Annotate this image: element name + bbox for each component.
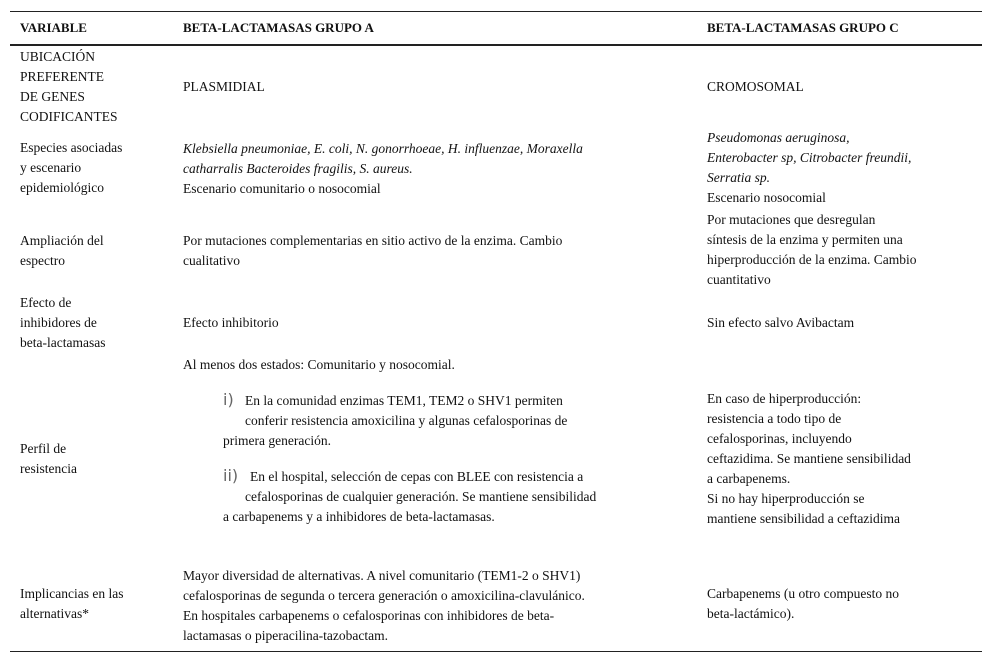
- cell-line: Implicancias en las: [20, 586, 124, 601]
- list-item-line: En la comunidad enzimas TEM1, TEM2 o SHV1 permiten: [245, 393, 563, 408]
- cell-line: hiperproducción de la enzima. Cambio: [707, 252, 917, 267]
- cell-line: beta-lactamasas: [20, 335, 106, 350]
- cell-line: Perfil de: [20, 441, 67, 456]
- cell-line: En hospitales carbapenems o cefalosporinas con inhibidores de beta-: [183, 608, 555, 623]
- list-item-line: a carbapenems y a inhibidores de beta-lactamasas.: [223, 509, 495, 524]
- cell-line: epidemiológico: [20, 180, 104, 195]
- cell-line: y escenario: [20, 160, 82, 175]
- cell-variable: [20, 293, 105, 353]
- cell-line: En caso de hiperproducción:: [707, 391, 862, 406]
- cell-line: ceftazidima. Se mantiene sensibilidad: [707, 451, 911, 466]
- cell-grupo-c: [707, 77, 804, 97]
- cell-line: CODIFICANTES: [20, 109, 118, 124]
- cell-grupo-a: [183, 313, 279, 333]
- resistance-intro: Al menos dos estados: Comunitario y nosocomial.: [183, 357, 455, 372]
- cell-line: cefalosporinas de segunda o tercera generación o amoxicilina-clavulánico.: [183, 588, 585, 603]
- cell-line: espectro: [20, 253, 65, 268]
- header-grupo-a: BETA-LACTAMASAS GRUPO A: [183, 20, 374, 35]
- cell-variable: [20, 231, 104, 271]
- cell-line: cuantitativo: [707, 272, 771, 287]
- cell-grupo-a: [183, 139, 583, 199]
- cell-line: a carbapenems.: [707, 471, 791, 486]
- cell-line: beta-lactámico).: [707, 606, 795, 621]
- cell-line: Sin efecto salvo Avibactam: [707, 315, 855, 330]
- cell-line: Pseudomonas aeruginosa,: [707, 130, 850, 145]
- cell-line: Escenario comunitario o nosocomial: [183, 181, 381, 196]
- cell-variable: [20, 584, 123, 624]
- cell-line: alternativas*: [20, 606, 89, 621]
- cell-line: DE GENES: [20, 89, 85, 104]
- cell-line: síntesis de la enzima y permiten una: [707, 232, 903, 247]
- cell-line: resistencia a todo tipo de: [707, 411, 842, 426]
- header-variable: VARIABLE: [20, 20, 87, 35]
- cell-variable: [20, 439, 77, 479]
- cell-line: Serratia sp.: [707, 170, 771, 185]
- cell-line: Enterobacter sp, Citrobacter freundii,: [707, 150, 912, 165]
- cell-line: Si no hay hiperproducción se: [707, 491, 865, 506]
- cell-line: cualitativo: [183, 253, 240, 268]
- list-item-line: conferir resistencia amoxicilina y algunas cefalosporinas de: [245, 413, 568, 428]
- cell-line: Mayor diversidad de alternativas. A nivel comunitario (TEM1-2 o SHV1): [183, 568, 581, 583]
- cell-grupo-c: [707, 210, 917, 290]
- cell-grupo-c: [707, 313, 854, 333]
- cell-line: Por mutaciones complementarias en sitio activo de la enzima. Cambio: [183, 233, 563, 248]
- cell-line: PLASMIDIAL: [183, 79, 265, 94]
- cell-grupo-a: [183, 566, 585, 646]
- cell-line: UBICACIÓN: [20, 49, 96, 64]
- cell-line: CROMOSOMAL: [707, 79, 804, 94]
- cell-grupo-a: [183, 231, 562, 271]
- cell-line: Carbapenems (u otro compuesto no: [707, 586, 899, 601]
- cell-grupo-c: [707, 584, 899, 624]
- cell-line: Especies asociadas: [20, 140, 123, 155]
- cell-line: Efecto inhibitorio: [183, 315, 279, 330]
- cell-variable: [20, 138, 122, 198]
- list-item-line: primera generación.: [223, 433, 331, 448]
- cell-grupo-a: [183, 77, 265, 97]
- cell-line: inhibidores de: [20, 315, 97, 330]
- cell-variable: [20, 47, 118, 127]
- list-marker: i): [223, 390, 234, 409]
- header-grupo-c: BETA-LACTAMASAS GRUPO C: [707, 20, 899, 35]
- list-item-line: En el hospital, selección de cepas con BLEE con resistencia a: [250, 469, 584, 484]
- table-bottom-border: [10, 651, 982, 652]
- cell-line: Klebsiella pneumoniae, E. coli, N. gonorrhoeae, H. influenzae, Moraxella: [183, 141, 583, 156]
- cell-line: PREFERENTE: [20, 69, 105, 84]
- cell-line: lactamasas o piperacilina-tazobactam.: [183, 628, 389, 643]
- cell-line: Por mutaciones que desregulan: [707, 212, 876, 227]
- list-item-line: cefalosporinas de cualquier generación. Se mantiene sensibilidad: [245, 489, 597, 504]
- cell-grupo-c: [707, 128, 911, 208]
- cell-grupo-c: [707, 389, 911, 529]
- cell-line: Escenario nosocomial: [707, 190, 826, 205]
- header-divider: [10, 44, 982, 46]
- cell-line: mantiene sensibilidad a ceftazidima: [707, 511, 901, 526]
- list-marker: ii): [223, 466, 239, 485]
- cell-line: resistencia: [20, 461, 77, 476]
- table-top-border: [10, 11, 982, 12]
- cell-line: Efecto de: [20, 295, 72, 310]
- cell-line: Ampliación del: [20, 233, 104, 248]
- cell-line: catharralis Bacteroides fragilis, S. aureus.: [183, 161, 413, 176]
- cell-line: cefalosporinas, incluyendo: [707, 431, 852, 446]
